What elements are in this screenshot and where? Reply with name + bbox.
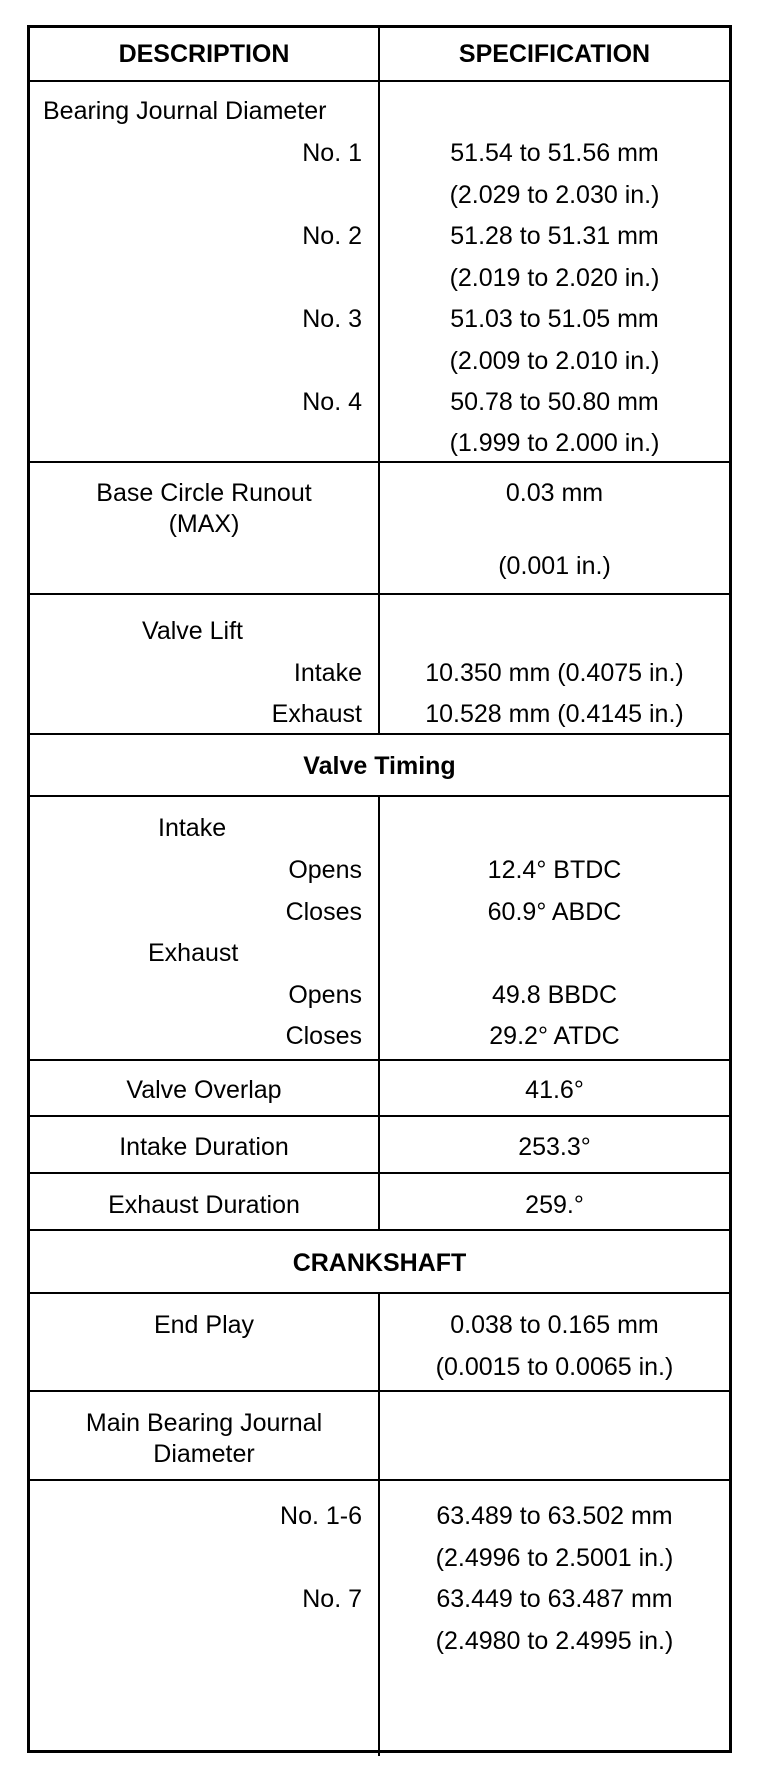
bearing-item-spec-mm: 50.78 to 50.80 mm bbox=[450, 388, 659, 416]
base-circle-max: (MAX) bbox=[168, 510, 240, 538]
bearing-journal-title: Bearing Journal Diameter bbox=[43, 97, 327, 125]
valve-overlap-label: Valve Overlap bbox=[126, 1076, 282, 1104]
exhaust-duration-description bbox=[30, 1174, 380, 1229]
valve-timing-exhaust-closes-label: Closes bbox=[285, 1022, 362, 1050]
main-bearing-item-spec-mm: 63.449 to 63.487 mm bbox=[436, 1585, 673, 1613]
valve-lift-row bbox=[30, 595, 729, 735]
main-bearing-specification bbox=[380, 1392, 729, 1479]
base-circle-spec-in: (0.001 in.) bbox=[498, 552, 611, 580]
intake-duration-spec: 253.3° bbox=[518, 1133, 591, 1161]
main-bearing-description bbox=[30, 1392, 380, 1479]
intake-duration-label: Intake Duration bbox=[119, 1133, 289, 1161]
bearing-item-label: No. 2 bbox=[302, 222, 362, 250]
valve-timing-intake-opens-spec: 12.4° BTDC bbox=[487, 856, 622, 884]
header-specification: SPECIFICATION bbox=[458, 40, 651, 68]
valve-timing-exhaust-opens-spec: 49.8 BBDC bbox=[491, 981, 618, 1009]
valve-lift-exhaust-spec: 10.528 mm (0.4145 in.) bbox=[425, 700, 684, 728]
header-specification-cell bbox=[380, 28, 729, 80]
base-circle-row bbox=[30, 463, 729, 595]
main-bearing-items-row bbox=[30, 1481, 729, 1756]
header-description-cell bbox=[30, 28, 380, 80]
bearing-item-spec-in: (2.019 to 2.020 in.) bbox=[449, 264, 660, 292]
bearing-item-spec-mm: 51.28 to 51.31 mm bbox=[450, 222, 659, 250]
crankshaft-header-cell bbox=[30, 1231, 729, 1292]
bearing-item-spec-in: (1.999 to 2.000 in.) bbox=[449, 429, 660, 457]
valve-overlap-spec: 41.6° bbox=[525, 1076, 584, 1104]
intake-duration-specification bbox=[380, 1117, 729, 1172]
main-bearing-row bbox=[30, 1392, 729, 1481]
valve-timing-header-cell bbox=[30, 735, 729, 795]
end-play-description bbox=[30, 1294, 380, 1390]
crankshaft-title: CRANKSHAFT bbox=[292, 1249, 467, 1277]
valve-lift-description bbox=[30, 595, 380, 733]
valve-overlap-row bbox=[30, 1061, 729, 1117]
exhaust-duration-specification bbox=[380, 1174, 729, 1229]
end-play-row bbox=[30, 1294, 729, 1392]
valve-timing-row bbox=[30, 797, 729, 1061]
bearing-journal-description bbox=[30, 82, 380, 461]
valve-timing-exhaust-opens-label: Opens bbox=[288, 981, 362, 1009]
main-bearing-item-spec-in: (2.4996 to 2.5001 in.) bbox=[435, 1544, 674, 1572]
valve-timing-header-row bbox=[30, 735, 729, 797]
bearing-journal-specification bbox=[380, 82, 729, 461]
end-play-specification bbox=[380, 1294, 729, 1390]
spec-table bbox=[27, 25, 732, 1753]
bearing-journal-row bbox=[30, 82, 729, 463]
base-circle-description bbox=[30, 463, 380, 593]
end-play-spec-in: (0.0015 to 0.0065 in.) bbox=[435, 1353, 674, 1381]
valve-lift-intake-spec: 10.350 mm (0.4075 in.) bbox=[425, 659, 684, 687]
valve-timing-specification bbox=[380, 797, 729, 1059]
valve-lift-exhaust-label: Exhaust bbox=[271, 700, 362, 728]
base-circle-spec-mm: 0.03 mm bbox=[505, 479, 604, 507]
valve-timing-intake-label: Intake bbox=[158, 814, 227, 842]
valve-timing-intake-opens-label: Opens bbox=[288, 856, 362, 884]
valve-timing-description bbox=[30, 797, 380, 1059]
valve-timing-exhaust-label: Exhaust bbox=[148, 939, 239, 967]
valve-lift-title: Valve Lift bbox=[142, 617, 243, 645]
bearing-item-spec-in: (2.009 to 2.010 in.) bbox=[449, 347, 660, 375]
intake-duration-description bbox=[30, 1117, 380, 1172]
main-bearing-title-line2: Diameter bbox=[153, 1440, 255, 1468]
valve-overlap-specification bbox=[380, 1061, 729, 1115]
main-bearing-item-label: No. 7 bbox=[302, 1585, 362, 1613]
valve-lift-specification bbox=[380, 595, 729, 733]
base-circle-title: Base Circle Runout bbox=[96, 479, 312, 507]
bearing-item-label: No. 3 bbox=[302, 305, 362, 333]
end-play-label: End Play bbox=[153, 1311, 255, 1339]
exhaust-duration-row bbox=[30, 1174, 729, 1231]
main-bearing-items-description bbox=[30, 1481, 380, 1756]
main-bearing-items-specification bbox=[380, 1481, 729, 1756]
bearing-item-spec-mm: 51.54 to 51.56 mm bbox=[450, 139, 659, 167]
exhaust-duration-label: Exhaust Duration bbox=[108, 1191, 300, 1219]
header-description: DESCRIPTION bbox=[118, 40, 290, 68]
crankshaft-header-row bbox=[30, 1231, 729, 1294]
exhaust-duration-spec: 259.° bbox=[525, 1191, 584, 1219]
bearing-item-label: No. 4 bbox=[302, 388, 362, 416]
bearing-item-label: No. 1 bbox=[302, 139, 362, 167]
base-circle-specification bbox=[380, 463, 729, 593]
main-bearing-item-label: No. 1-6 bbox=[280, 1502, 362, 1530]
header-row bbox=[30, 28, 729, 82]
valve-timing-title: Valve Timing bbox=[303, 752, 456, 780]
main-bearing-item-spec-mm: 63.489 to 63.502 mm bbox=[436, 1502, 673, 1530]
main-bearing-item-spec-in: (2.4980 to 2.4995 in.) bbox=[435, 1627, 674, 1655]
valve-timing-intake-closes-spec: 60.9° ABDC bbox=[487, 898, 622, 926]
end-play-spec-mm: 0.038 to 0.165 mm bbox=[450, 1311, 659, 1339]
intake-duration-row bbox=[30, 1117, 729, 1174]
valve-lift-intake-label: Intake bbox=[293, 659, 362, 687]
valve-timing-exhaust-closes-spec: 29.2° ATDC bbox=[489, 1022, 620, 1050]
main-bearing-title: Main Bearing Journal bbox=[85, 1409, 323, 1437]
bearing-item-spec-mm: 51.03 to 51.05 mm bbox=[450, 305, 659, 333]
bearing-item-spec-in: (2.029 to 2.030 in.) bbox=[449, 181, 660, 209]
valve-overlap-description bbox=[30, 1061, 380, 1115]
valve-timing-intake-closes-label: Closes bbox=[285, 898, 362, 926]
